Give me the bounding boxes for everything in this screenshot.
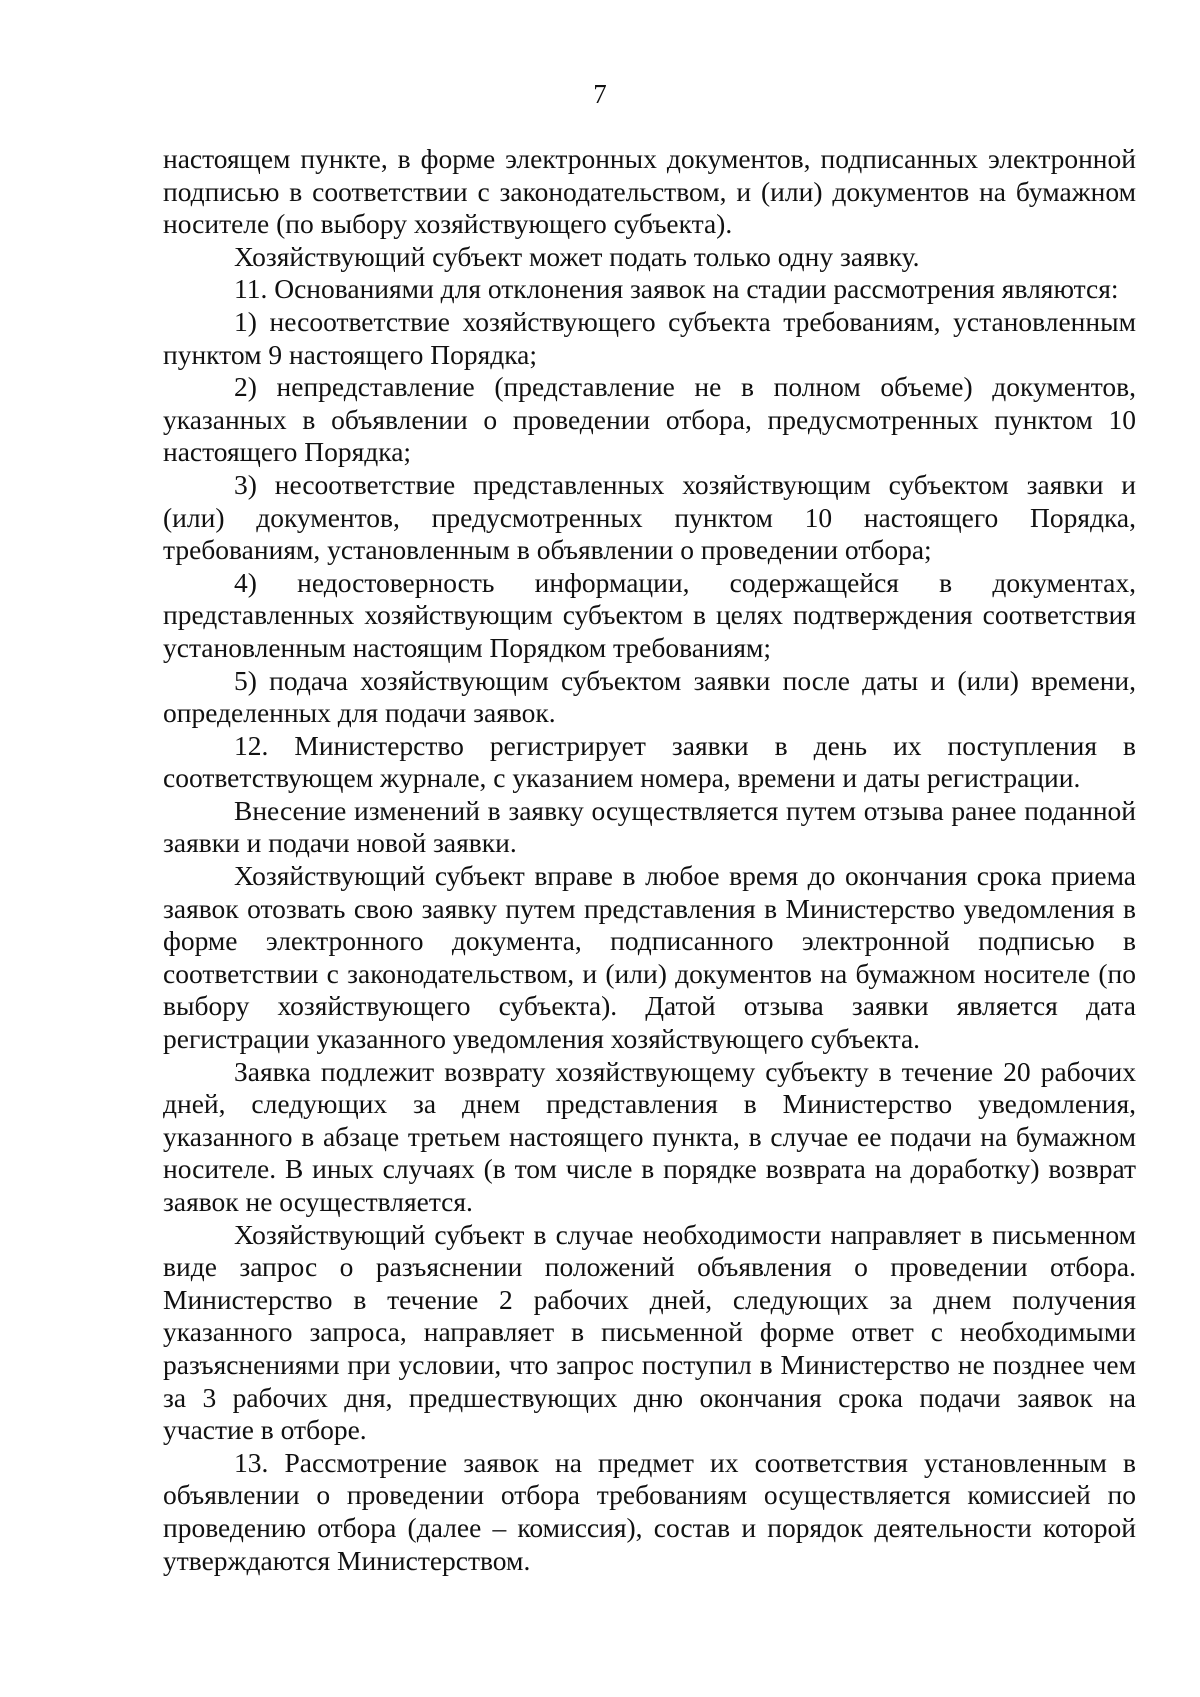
paragraph-changes: Внесение изменений в заявку осуществляется путем отзыва ранее поданной заявки и подачи новой заявки.: [163, 794, 1136, 859]
paragraph-item-11-5: 5) подача хозяйствующим субъектом заявки после даты и (или) времени, определенных для подачи заявок.: [163, 664, 1136, 729]
paragraph-continuation: настоящем пункте, в форме электронных документов, подписанных электронной подписью в соответствии с законодательством, и (или) документов на бумажном носителе (по выбору хозяйствующего субъекта).: [163, 143, 1136, 240]
paragraph-return: Заявка подлежит возврату хозяйствующему субъекту в течение 20 рабочих дней, следующих за днем представления в Министерство уведомления, указанного в абзаце третьем настоящего пункта, в случае ее подачи на бумажном носителе. В иных случаях (в том числе в порядке возврата на доработку) возврат заявок не осуществляется.: [163, 1055, 1136, 1217]
document-body: [163, 143, 1136, 1577]
paragraph-item-11: 11. Основаниями для отклонения заявок на стадии рассмотрения являются:: [234, 273, 1119, 305]
paragraph-item-11-4: 4) недостоверность информации, содержащейся в документах, представленных хозяйствующим субъектом в целях подтверждения соответствия установленным настоящим Порядком требованиям;: [163, 566, 1136, 663]
paragraph-item-11-3: 3) несоответствие представленных хозяйствующим субъектом заявки и (или) документов, предусмотренных пунктом 10 настоящего Порядка, требованиям, установленным в объявлении о проведении отбора;: [163, 468, 1136, 566]
paragraph-item-13: 13. Рассмотрение заявок на предмет их соответствия установленным в объявлении о проведении отбора требованиям осуществляется комиссией по проведению отбора (далее – комиссия), состав и порядок деятельности которой утверждаются Министерством.: [163, 1446, 1136, 1576]
paragraph-item-11-1: 1) несоответствие хозяйствующего субъекта требованиям, установленным пунктом 9 настоящего Порядка;: [163, 305, 1136, 370]
paragraph-single-application: Хозяйствующий субъект может подать только одну заявку.: [234, 240, 920, 272]
page-number: 7: [593, 79, 607, 109]
paragraph-clarification: Хозяйствующий субъект в случае необходимости направляет в письменном виде запрос о разъяснении положений объявления о проведении отбора. Министерство в течение 2 рабочих дней, следующих за днем получения указанного запроса, направляет в письменной форме ответ с необходимыми разъяснениями при условии, что запрос поступил в Министерство не позднее чем за 3 рабочих дня, предшествующих дню окончания срока подачи заявок на участие в отборе.: [163, 1218, 1136, 1446]
paragraph-withdrawal: Хозяйствующий субъект вправе в любое время до окончания срока приема заявок отозвать свою заявку путем представления в Министерство уведомления в форме электронного документа, подписанного электронной подписью в соответствии с законодательством, и (или) документов на бумажном носителе (по выбору хозяйствующего субъекта). Датой отзыва заявки является дата регистрации указанного уведомления хозяйствующего субъекта.: [163, 860, 1136, 1055]
paragraph-item-11-2: 2) непредставление (представление не в полном объеме) документов, указанных в объявлении о проведении отбора, предусмотренных пунктом 10 настоящего Порядка;: [163, 371, 1136, 468]
paragraph-item-12: 12. Министерство регистрирует заявки в день их поступления в соответствующем журнале, с указанием номера, времени и даты регистрации.: [163, 729, 1136, 794]
